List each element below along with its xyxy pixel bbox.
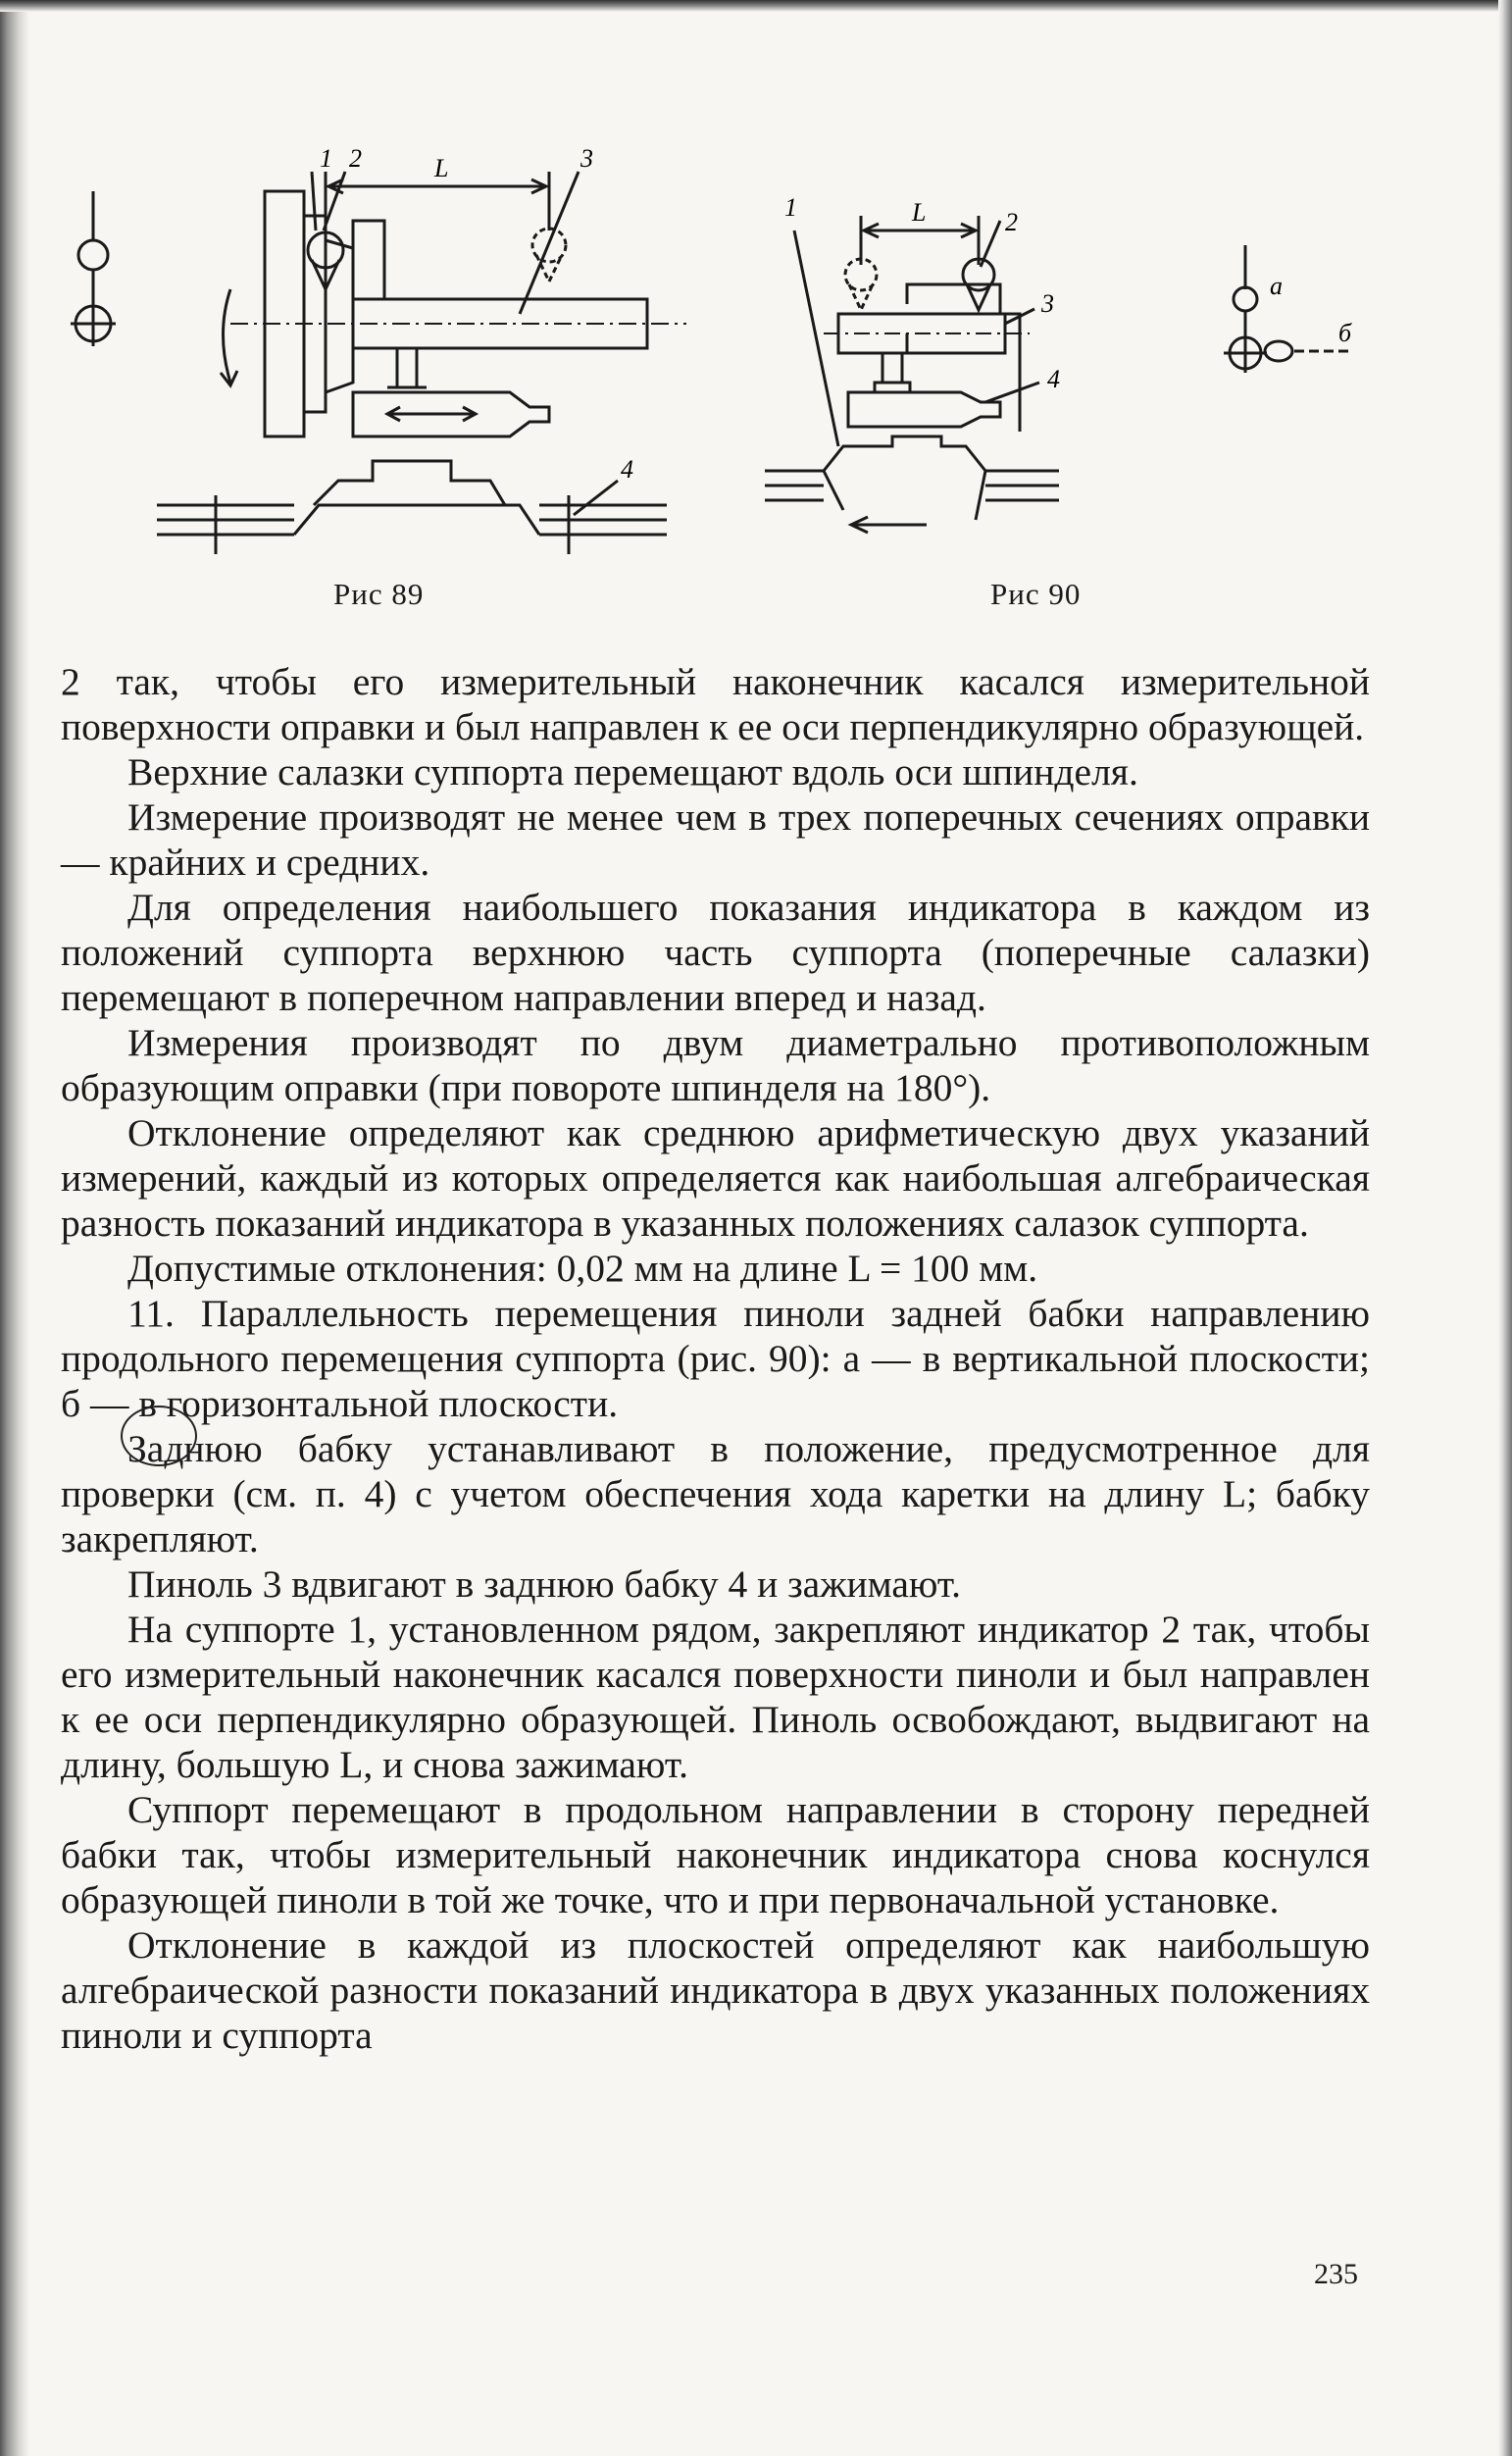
handwritten-circle-mark (121, 1406, 197, 1466)
paragraph: Измерения производят по двум диаметрально противоположным образующим оправки (при повороте шпинделя на 180°). (61, 1021, 1370, 1109)
scan-edge-right (1498, 0, 1512, 2456)
figure-89-diagram (59, 132, 745, 588)
fig90-label-4: 4 (1047, 365, 1060, 393)
fig89-label-1: 1 (320, 144, 332, 173)
paragraph: Отклонение определяют как среднюю арифметическую двух указаний измерений, каждый из которых определяется как наибольшая алгебраическая разность показаний индикатора в указанных положениях салазок суппорта. (61, 1111, 1370, 1245)
paragraph: 2 так, чтобы его измерительный наконечник касался измерительной поверхности оправки и был направлен к ее оси перпендикулярно образующей. (61, 660, 1370, 748)
fig89-label-3: 3 (580, 144, 593, 173)
body-text (61, 659, 1370, 2058)
scan-edge-top (0, 0, 1512, 12)
fig89-label-L: L (434, 154, 449, 182)
paragraph: Заднюю бабку устанавливают в положение, предусмотренное для проверки (см. п. 4) с учетом обеспечения хода каретки на длину L; бабку закрепляют. (61, 1427, 1370, 1561)
scan-edge-left (0, 0, 29, 2456)
figure-89-caption: Рис 89 (333, 577, 425, 611)
paragraph: Верхние салазки суппорта перемещают вдоль оси шпинделя. (127, 750, 1138, 793)
fig90-label-3: 3 (1041, 289, 1054, 318)
fig90-label-L: L (912, 198, 927, 227)
fig89-label-2: 2 (349, 144, 362, 173)
paragraph: Для определения наибольшего показания индикатора в каждом из положений суппорта верхнюю часть суппорта (поперечные салазки) перемещают в поперечном направлении вперед и назад. (61, 886, 1370, 1019)
page-number: 235 (1314, 2258, 1358, 2290)
figure-90-caption: Рис 90 (990, 577, 1082, 611)
fig90-label-1: 1 (784, 193, 797, 222)
fig90-label-2: 2 (1005, 208, 1018, 236)
fig89-label-4: 4 (621, 455, 633, 484)
figure-90-diagram (765, 186, 1373, 579)
paragraph: 11. Параллельность перемещения пиноли задней бабки направлению продольного перемещения суппорта (рис. 90): а — в вертикальной плоскости; б — в горизонтальной плоскости. (61, 1292, 1370, 1425)
fig90-label-a: а (1270, 272, 1283, 300)
paragraph: Суппорт перемещают в продольном направлении в сторону передней бабки так, чтобы измерительный наконечник индикатора снова коснулся образующей пиноли в той же точке, что и при первоначальной установке. (61, 1788, 1370, 1921)
paragraph: Отклонение в каждой из плоскостей определяют как наибольшую алгебраической разности показаний индикатора в двух указанных положениях пиноли и суппорта (61, 1923, 1370, 2057)
paragraph: Допустимые отклонения: 0,02 мм на длине L = 100 мм. (127, 1247, 1038, 1290)
paragraph: На суппорте 1, установленном рядом, закрепляют индикатор 2 так, чтобы его измерительный наконечник касался поверхности пиноли и был направлен к ее оси перпендикулярно образующей. Пиноль освобождают, выдвигают на длину, большую L, и снова зажимают. (61, 1608, 1370, 1786)
fig90-label-b: б (1338, 319, 1352, 347)
paragraph: Измерение производят не менее чем в трех поперечных сечениях оправки — крайних и средних. (61, 795, 1370, 884)
paragraph: Пиноль 3 вдвигают в заднюю бабку 4 и зажимают. (127, 1562, 962, 1606)
